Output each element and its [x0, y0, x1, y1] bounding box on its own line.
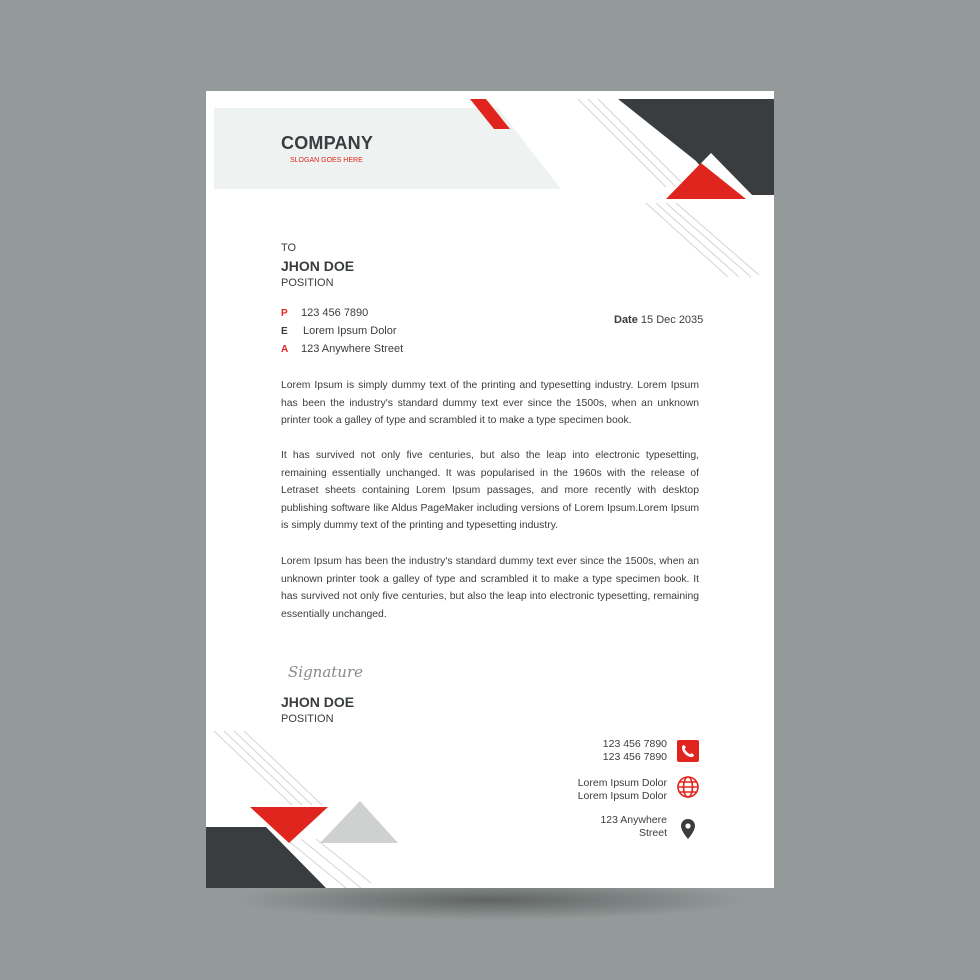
phone-icon [676, 739, 700, 763]
date-value: 15 Dec 2035 [640, 314, 704, 326]
address-value: 123 Anywhere Street [301, 343, 404, 355]
signer-position: POSITION [281, 713, 334, 725]
recipient-name: JHON DOE [281, 258, 355, 274]
email-label: E [281, 326, 288, 337]
company-slogan: SLOGAN GOES HERE [290, 157, 363, 164]
footer-phone: 123 456 7890 123 456 7890 [602, 738, 667, 763]
globe-icon [676, 775, 700, 799]
phone-label: P [281, 308, 288, 319]
location-pin-icon [676, 817, 700, 841]
date-label: Date [614, 314, 638, 326]
date-line [614, 314, 703, 326]
footer-address: 123 Anywhere Street [600, 814, 667, 839]
letterhead-page [206, 91, 774, 888]
signature-script: Signature [288, 663, 364, 681]
body-paragraph-3: Lorem Ipsum has been the industry's standard dummy text ever since the 1500s, when an unknown printer took a galley of type and scrambled it to make a type specimen book. It has survived not only five centuries, but also the leap into electronic typesetting, remaining essentially unchanged. [281, 556, 699, 620]
recipient-position: POSITION [281, 277, 334, 289]
address-label: A [281, 344, 289, 355]
body-paragraph-2: It has survived not only five centuries, but also the leap into electronic typesetting, remaining essentially unchanged. It was popularised in the 1960s with the release of Letraset sheets containing Lorem Ipsum passages, and more recently with desktop publishing software like Aldus PageMaker including versions of Lorem Ipsum.Lorem Ipsum is simply dummy text of the printing and typesetting industry. [281, 450, 699, 532]
signer-name: JHON DOE [281, 694, 355, 710]
to-label: TO [281, 242, 297, 254]
email-value: Lorem Ipsum Dolor [303, 325, 397, 337]
phone-value: 123 456 7890 [301, 307, 369, 319]
body-paragraph-1: Lorem Ipsum is simply dummy text of the printing and typesetting industry. Lorem Ipsum has been the industry's standard dummy text ever since the 1500s, when an unknown printer took a galley of type and scrambled it to make a type specimen book. [281, 380, 699, 427]
footer-web: Lorem Ipsum Dolor Lorem Ipsum Dolor [577, 777, 667, 802]
footer-decoration [206, 721, 406, 888]
company-name: COMPANY [281, 133, 374, 153]
